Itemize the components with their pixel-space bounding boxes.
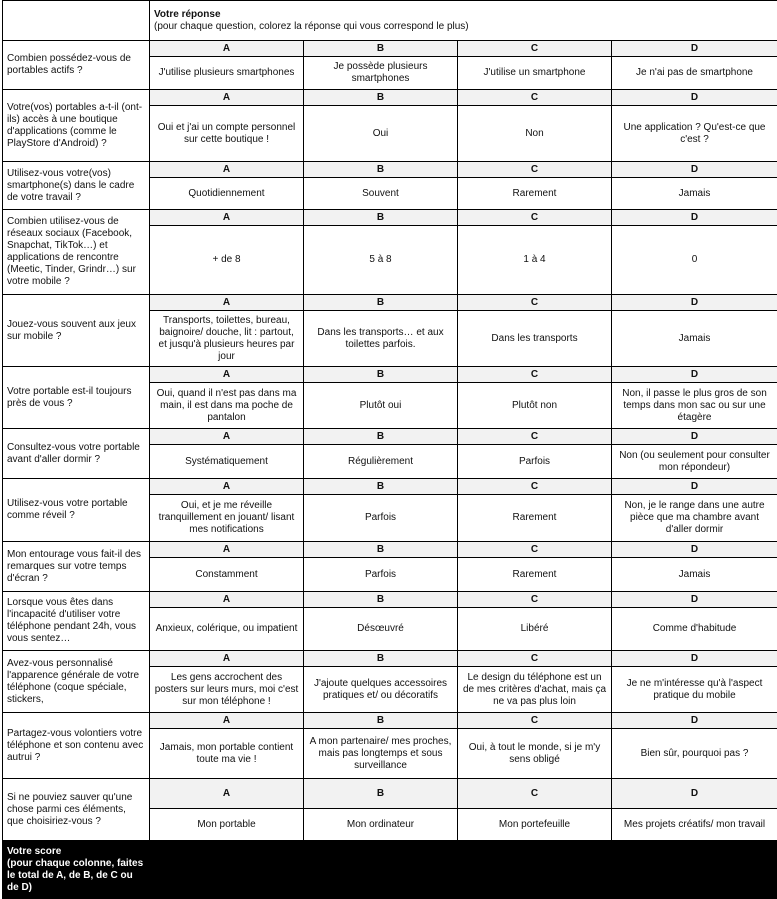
question-letter-row (3, 367, 777, 383)
option-letter: B (304, 651, 458, 667)
option-letter: C (458, 367, 612, 383)
option-letter: A (150, 90, 304, 106)
question-text: Mon entourage vous fait-il des remarques sur votre temps d'écran ? (3, 542, 150, 592)
option-letter: B (304, 41, 458, 57)
option-letter: A (150, 479, 304, 495)
option-letter: C (458, 41, 612, 57)
option-letter: B (304, 592, 458, 608)
answer-option-a[interactable]: Quotidiennement (150, 178, 304, 210)
option-letter: A (150, 542, 304, 558)
answer-option-c[interactable]: Non (458, 106, 612, 162)
answer-option-c[interactable]: Dans les transports (458, 311, 612, 367)
option-letter: C (458, 295, 612, 311)
option-letter: A (150, 779, 304, 809)
option-letter: A (150, 210, 304, 226)
option-letter: A (150, 295, 304, 311)
question-letter-row (3, 210, 777, 226)
answer-option-c[interactable]: Libéré (458, 608, 612, 651)
option-letter: D (612, 779, 777, 809)
score-cell-d[interactable] (612, 841, 777, 899)
answer-option-d[interactable]: Je ne m'intéresse qu'à l'aspect pratique du mobile (612, 667, 777, 713)
answer-option-d[interactable]: Non, je le range dans une autre pièce que ma chambre avant d'aller dormir (612, 495, 777, 542)
answer-option-b[interactable]: Mon ordinateur (304, 809, 458, 841)
option-letter: A (150, 367, 304, 383)
question-letter-row (3, 162, 777, 178)
answer-option-a[interactable]: Anxieux, colérique, ou impatient (150, 608, 304, 651)
answer-option-d[interactable]: 0 (612, 226, 777, 295)
option-letter: D (612, 367, 777, 383)
option-letter: D (612, 90, 777, 106)
question-letter-row (3, 542, 777, 558)
option-letter: D (612, 542, 777, 558)
answer-option-b[interactable]: Dans les transports… et aux toilettes parfois. (304, 311, 458, 367)
answer-option-d[interactable]: Mes projets créatifs/ mon travail (612, 809, 777, 841)
answer-option-b[interactable]: Plutôt oui (304, 383, 458, 429)
answer-option-c[interactable]: Rarement (458, 495, 612, 542)
option-letter: C (458, 479, 612, 495)
answer-option-b[interactable]: J'ajoute quelques accessoires pratiques et/ ou décoratifs (304, 667, 458, 713)
answer-option-b[interactable]: Régulièrement (304, 445, 458, 479)
header-instruction: (pour chaque question, colorez la réponse qui vous correspond le plus) (154, 21, 469, 32)
question-text: Votre portable est-il toujours près de vous ? (3, 367, 150, 429)
option-letter: D (612, 162, 777, 178)
question-letter-row (3, 713, 777, 729)
option-letter: D (612, 592, 777, 608)
option-letter: D (612, 651, 777, 667)
score-instruction: (pour chaque colonne, faites le total de A, de B, de C ou de D) (7, 858, 143, 893)
question-text: Avez-vous personnalisé l'apparence générale de votre téléphone (coque spéciale, stickers, (3, 651, 150, 713)
answer-option-d[interactable]: Je n'ai pas de smartphone (612, 57, 777, 90)
answer-option-c[interactable]: Plutôt non (458, 383, 612, 429)
question-letter-row (3, 90, 777, 106)
answer-option-b[interactable]: 5 à 8 (304, 226, 458, 295)
question-text: Combien utilisez-vous de réseaux sociaux (Facebook, Snapchat, TikTok…) et applications de rencontre (Meetic, Tinder, Grindr…) sur votre mobile ? (3, 210, 150, 295)
option-letter: B (304, 162, 458, 178)
option-letter: B (304, 713, 458, 729)
option-letter: A (150, 41, 304, 57)
answer-option-d[interactable]: Bien sûr, pourquoi pas ? (612, 729, 777, 779)
answer-option-b[interactable]: Souvent (304, 178, 458, 210)
header-row (3, 1, 777, 41)
question-letter-row (3, 429, 777, 445)
answer-option-a[interactable]: Oui et j'ai un compte personnel sur cette boutique ! (150, 106, 304, 162)
answer-option-a[interactable]: Les gens accrochent des posters sur leurs murs, moi c'est sur mon téléphone ! (150, 667, 304, 713)
option-letter: A (150, 162, 304, 178)
answer-option-d[interactable]: Non, il passe le plus gros de son temps dans mon sac ou sur une étagère (612, 383, 777, 429)
option-letter: C (458, 592, 612, 608)
option-letter: B (304, 479, 458, 495)
answer-option-b[interactable]: Je possède plusieurs smartphones (304, 57, 458, 90)
answer-option-a[interactable]: Oui, et je me réveille tranquillement en jouant/ lisant mes notifications (150, 495, 304, 542)
question-text: Si ne pouviez sauver qu'une chose parmi ces éléments, que choisiriez-vous ? (3, 779, 150, 841)
answer-option-c[interactable]: J'utilise un smartphone (458, 57, 612, 90)
question-text: Utilisez-vous votre(vos) smartphone(s) dans le cadre de votre travail ? (3, 162, 150, 210)
answer-option-d[interactable]: Jamais (612, 311, 777, 367)
option-letter: C (458, 651, 612, 667)
option-letter: A (150, 429, 304, 445)
answer-option-c[interactable]: Oui, à tout le monde, si je m'y sens obligé (458, 729, 612, 779)
question-text: Combien possédez-vous de portables actifs ? (3, 41, 150, 90)
question-letter-row (3, 479, 777, 495)
score-row (3, 841, 777, 899)
answer-option-c[interactable]: Parfois (458, 445, 612, 479)
question-letter-row (3, 592, 777, 608)
question-text: Partagez-vous volontiers votre téléphone et son contenu avec autrui ? (3, 713, 150, 779)
answer-option-a[interactable]: + de 8 (150, 226, 304, 295)
question-text: Votre(vos) portables a-t-il (ont-ils) accès à une boutique d'applications (comme le PlayStore d'Android) ? (3, 90, 150, 162)
answer-option-a[interactable]: Constamment (150, 558, 304, 592)
question-letter-row (3, 41, 777, 57)
answer-option-a[interactable]: Systématiquement (150, 445, 304, 479)
answer-option-b[interactable]: Parfois (304, 558, 458, 592)
score-cell-a[interactable] (150, 841, 304, 899)
header-cell (150, 1, 777, 41)
answer-option-c[interactable]: Mon portefeuille (458, 809, 612, 841)
score-cell-c[interactable] (458, 841, 612, 899)
answer-option-a[interactable]: J'utilise plusieurs smartphones (150, 57, 304, 90)
answer-option-d[interactable]: Comme d'habitude (612, 608, 777, 651)
answer-option-b[interactable]: A mon partenaire/ mes proches, mais pas longtemps et sous surveillance (304, 729, 458, 779)
option-letter: A (150, 651, 304, 667)
option-letter: A (150, 592, 304, 608)
answer-option-c[interactable]: Rarement (458, 558, 612, 592)
answer-option-b[interactable]: Désœuvré (304, 608, 458, 651)
score-label (3, 841, 150, 899)
option-letter: D (612, 429, 777, 445)
question-text: Jouez-vous souvent aux jeux sur mobile ? (3, 295, 150, 367)
answer-option-c[interactable]: Le design du téléphone est un de mes critères d'achat, mais ça ne va pas plus loin (458, 667, 612, 713)
option-letter: C (458, 210, 612, 226)
option-letter: D (612, 295, 777, 311)
question-text: Consultez-vous votre portable avant d'aller dormir ? (3, 429, 150, 479)
quiz-table (2, 0, 777, 899)
option-letter: B (304, 210, 458, 226)
option-letter: C (458, 162, 612, 178)
question-letter-row (3, 651, 777, 667)
answer-option-a[interactable]: Mon portable (150, 809, 304, 841)
answer-option-b[interactable]: Oui (304, 106, 458, 162)
score-cell-b[interactable] (304, 841, 458, 899)
answer-option-a[interactable]: Oui, quand il n'est pas dans ma main, il est dans ma poche de pantalon (150, 383, 304, 429)
option-letter: B (304, 429, 458, 445)
option-letter: D (612, 479, 777, 495)
option-letter: B (304, 90, 458, 106)
question-text: Utilisez-vous votre portable comme réveil ? (3, 479, 150, 542)
option-letter: D (612, 210, 777, 226)
option-letter: B (304, 779, 458, 809)
option-letter: B (304, 295, 458, 311)
option-letter: A (150, 713, 304, 729)
answer-option-c[interactable]: 1 à 4 (458, 226, 612, 295)
answer-option-b[interactable]: Parfois (304, 495, 458, 542)
option-letter: C (458, 779, 612, 809)
answer-option-d[interactable]: Jamais (612, 558, 777, 592)
option-letter: C (458, 429, 612, 445)
header-empty-cell (3, 1, 150, 41)
option-letter: D (612, 713, 777, 729)
header-title: Votre réponse (154, 9, 773, 21)
answer-option-c[interactable]: Rarement (458, 178, 612, 210)
option-letter: C (458, 90, 612, 106)
option-letter: B (304, 367, 458, 383)
question-text: Lorsque vous êtes dans l'incapacité d'utiliser votre téléphone pendant 24h, vous vous sentez… (3, 592, 150, 651)
answer-option-a[interactable]: Transports, toilettes, bureau, baignoire/ douche, lit : partout, et jusqu'à plusieurs heures par jour (150, 311, 304, 367)
question-letter-row (3, 779, 777, 809)
option-letter: D (612, 41, 777, 57)
question-letter-row (3, 295, 777, 311)
answer-option-d[interactable]: Une application ? Qu'est-ce que c'est ? (612, 106, 777, 162)
answer-option-d[interactable]: Non (ou seulement pour consulter mon répondeur) (612, 445, 777, 479)
option-letter: C (458, 542, 612, 558)
option-letter: B (304, 542, 458, 558)
score-title: Votre score (7, 846, 145, 858)
option-letter: C (458, 713, 612, 729)
answer-option-d[interactable]: Jamais (612, 178, 777, 210)
answer-option-a[interactable]: Jamais, mon portable contient toute ma vie ! (150, 729, 304, 779)
